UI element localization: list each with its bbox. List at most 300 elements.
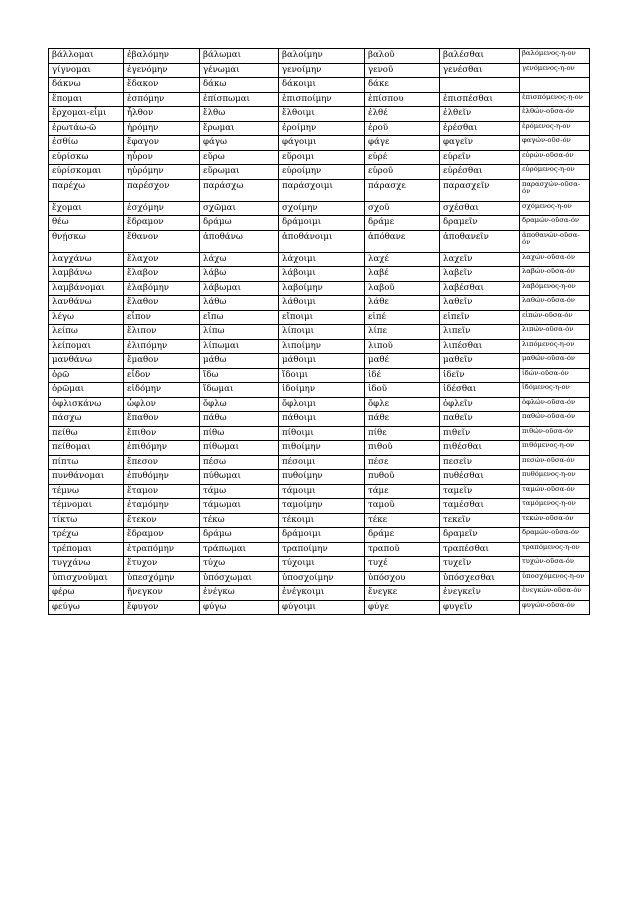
table-cell: ἀποθάνω: [200, 230, 279, 252]
table-cell: ὀφλεῖν: [440, 397, 520, 412]
table-cell: εὑρίσκομαι: [49, 165, 124, 180]
table-row: [49, 230, 590, 252]
table-cell: πιθόμενος-η-ον: [520, 441, 590, 456]
table-cell: ἔφυγον: [124, 600, 200, 615]
table-cell: λίποιμι: [279, 325, 365, 340]
table-row: [49, 78, 590, 93]
table-cell: λάθοιμι: [279, 296, 365, 311]
table-cell: ἐβαλόμην: [124, 49, 200, 64]
table-cell: λιποίμην: [279, 339, 365, 354]
table-cell: σχοίμην: [279, 201, 365, 216]
table-cell: δραμών-οῦσα-όν: [520, 528, 590, 543]
table-row: [49, 325, 590, 340]
table-cell: ἑπισπέσθαι: [440, 92, 520, 107]
table-cell: ταμεῖν: [440, 484, 520, 499]
table-cell: εὑρέσθαι: [440, 165, 520, 180]
table-row: [49, 150, 590, 165]
table-row: [49, 441, 590, 456]
table-row: [49, 542, 590, 557]
table-cell: δράμοιμι: [279, 216, 365, 231]
table-cell: λαβών-οῦσα-όν: [520, 267, 590, 282]
table-cell: πάθοιμι: [279, 412, 365, 427]
table-cell: λάθω: [200, 296, 279, 311]
table-cell: ἐλιπόμην: [124, 339, 200, 354]
table-cell: ἔρχομαι-εἶμι: [49, 107, 124, 122]
table-row: [49, 470, 590, 485]
table-cell: πιθέσθαι: [440, 441, 520, 456]
table-cell: ἴδω: [200, 368, 279, 383]
table-cell: ἐροίμην: [279, 121, 365, 136]
table-cell: ἰδέσθαι: [440, 383, 520, 398]
table-cell: τρέχω: [49, 528, 124, 543]
table-cell: πιθοῦ: [365, 441, 440, 456]
table-cell: λάβωμαι: [200, 281, 279, 296]
table-cell: τράπωμαι: [200, 542, 279, 557]
table-cell: ἔλαβον: [124, 267, 200, 282]
table-cell: λάβω: [200, 267, 279, 282]
table-row: [49, 252, 590, 267]
table-cell: λίπε: [365, 325, 440, 340]
table-cell: ἔδακον: [124, 78, 200, 93]
table-row: [49, 281, 590, 296]
table-cell: εὑρέ: [365, 150, 440, 165]
table-cell: πάσχω: [49, 412, 124, 427]
table-row: [49, 455, 590, 470]
table-cell: λαχών-οῦσα-όν: [520, 252, 590, 267]
table-row: [49, 92, 590, 107]
table-cell: φύγοιμι: [279, 600, 365, 615]
table-cell: γενοίμην: [279, 63, 365, 78]
table-row: [49, 310, 590, 325]
table-cell: ἀποθανεῖν: [440, 230, 520, 252]
table-cell: ταμοῦ: [365, 499, 440, 514]
table-cell: ἔτυχον: [124, 557, 200, 572]
table-cell: τρέπομαι: [49, 542, 124, 557]
table-row: [49, 600, 590, 615]
table-cell: ἀποθανών-οῦσα-όν: [520, 230, 590, 252]
table-cell: φύγε: [365, 600, 440, 615]
table-cell: βαλοῦ: [365, 49, 440, 64]
table-cell: εἶδον: [124, 368, 200, 383]
table-cell: μάθω: [200, 354, 279, 369]
table-cell: λαβόμενος-η-ον: [520, 281, 590, 296]
table-cell: πείθομαι: [49, 441, 124, 456]
table-cell: γενέσθαι: [440, 63, 520, 78]
table-row: [49, 368, 590, 383]
table-cell: βάλωμαι: [200, 49, 279, 64]
table-cell: πάρασχε: [365, 179, 440, 201]
table-cell: εὑροῦ: [365, 165, 440, 180]
table-row: [49, 63, 590, 78]
table-cell: ἔλιπον: [124, 325, 200, 340]
table-cell: λαθεῖν: [440, 296, 520, 311]
table-cell: πάθω: [200, 412, 279, 427]
table-cell: ταμών-οῦσα-όν: [520, 484, 590, 499]
verb-table-body: [49, 49, 590, 615]
table-row: [49, 339, 590, 354]
table-row: [49, 107, 590, 122]
table-cell: πεσών-οῦσα-όν: [520, 455, 590, 470]
table-cell: ἐλαβόμην: [124, 281, 200, 296]
table-cell: σχόμενος-η-ον: [520, 201, 590, 216]
table-row: [49, 426, 590, 441]
table-cell: [520, 78, 590, 93]
table-cell: ἔπαθον: [124, 412, 200, 427]
table-cell: δάκοιμι: [279, 78, 365, 93]
table-cell: λαβέσθαι: [440, 281, 520, 296]
table-cell: δράμω: [200, 216, 279, 231]
table-cell: ηὗρον: [124, 150, 200, 165]
table-row: [49, 383, 590, 398]
table-cell: φάγε: [365, 136, 440, 151]
table-cell: ἐσθίω: [49, 136, 124, 151]
table-cell: λέγω: [49, 310, 124, 325]
table-row: [49, 484, 590, 499]
table-cell: τυχεῖν: [440, 557, 520, 572]
table-cell: ἔλθοιμι: [279, 107, 365, 122]
table-cell: ὑπόσχωμαι: [200, 571, 279, 586]
table-cell: γίγνομαι: [49, 63, 124, 78]
table-cell: σχῶμαι: [200, 201, 279, 216]
table-row: [49, 216, 590, 231]
table-cell: πυθοῦ: [365, 470, 440, 485]
table-cell: δράμε: [365, 528, 440, 543]
table-cell: τυχέ: [365, 557, 440, 572]
table-cell: θνῄσκω: [49, 230, 124, 252]
table-cell: λίπωμαι: [200, 339, 279, 354]
table-cell: ἴδωμαι: [200, 383, 279, 398]
table-cell: λαβοῦ: [365, 281, 440, 296]
table-cell: ἰδοίμην: [279, 383, 365, 398]
table-cell: εὕρωμαι: [200, 165, 279, 180]
table-row: [49, 528, 590, 543]
table-cell: ἐρέσθαι: [440, 121, 520, 136]
table-cell: εὑρόμενος-η-ον: [520, 165, 590, 180]
table-row: [49, 201, 590, 216]
table-cell: τάμε: [365, 484, 440, 499]
table-cell: θέω: [49, 216, 124, 231]
table-cell: ἐγενόμην: [124, 63, 200, 78]
table-cell: τίκτω: [49, 513, 124, 528]
table-cell: ἦλθον: [124, 107, 200, 122]
table-cell: παρασχεῖν: [440, 179, 520, 201]
table-cell: πίθω: [200, 426, 279, 441]
table-cell: φέρω: [49, 586, 124, 601]
table-cell: πέσοιμι: [279, 455, 365, 470]
table-cell: εὕρω: [200, 150, 279, 165]
table-cell: φαγών-οῦσ-όν: [520, 136, 590, 151]
table-cell: ὄφλε: [365, 397, 440, 412]
table-cell: ἐσχόμην: [124, 201, 200, 216]
table-cell: δάκε: [365, 78, 440, 93]
table-cell: ἴδοιμι: [279, 368, 365, 383]
table-cell: λαβέ: [365, 267, 440, 282]
table-cell: φυγών-οῦσα-όν: [520, 600, 590, 615]
table-cell: ἐνέγκω: [200, 586, 279, 601]
table-cell: μάθοιμι: [279, 354, 365, 369]
table-cell: παρέσχον: [124, 179, 200, 201]
table-cell: ὑπισχνοῦμαι: [49, 571, 124, 586]
table-cell: λίπω: [200, 325, 279, 340]
table-cell: πίθοιμι: [279, 426, 365, 441]
table-cell: ἑπισποίμην: [279, 92, 365, 107]
table-cell: λαθών-οῦσα-όν: [520, 296, 590, 311]
table-cell: δράμοιμι: [279, 528, 365, 543]
table-cell: λιποῦ: [365, 339, 440, 354]
table-cell: πέσω: [200, 455, 279, 470]
table-cell: λιπών-οῦσα-όν: [520, 325, 590, 340]
table-cell: φάγω: [200, 136, 279, 151]
table-cell: ἰδοῦ: [365, 383, 440, 398]
table-cell: ἰδών-οῦσα-όν: [520, 368, 590, 383]
table-cell: λαβοίμην: [279, 281, 365, 296]
table-cell: ὀφλών-οῦσα-όν: [520, 397, 590, 412]
table-cell: πίπτω: [49, 455, 124, 470]
table-row: [49, 571, 590, 586]
table-cell: ἐλθών-οῦσα-όν: [520, 107, 590, 122]
table-cell: λαμβάνω: [49, 267, 124, 282]
table-cell: πέσε: [365, 455, 440, 470]
table-cell: πιθεῖν: [440, 426, 520, 441]
table-cell: παρασχών-οῦσα-όν: [520, 179, 590, 201]
table-cell: πυθέσθαι: [440, 470, 520, 485]
table-cell: παθών-οῦσα-όν: [520, 412, 590, 427]
table-cell: λάθε: [365, 296, 440, 311]
table-cell: τάμωμαι: [200, 499, 279, 514]
table-cell: λάβοιμι: [279, 267, 365, 282]
table-cell: εἰπών-οῦσα-όν: [520, 310, 590, 325]
table-cell: ἑπισπόμενος-η-ον: [520, 92, 590, 107]
table-cell: φαγεῖν: [440, 136, 520, 151]
table-cell: παράσχω: [200, 179, 279, 201]
table-cell: πείθω: [49, 426, 124, 441]
table-cell: εὑρών-οῦσα-όν: [520, 150, 590, 165]
table-cell: εἴπω: [200, 310, 279, 325]
table-cell: ἔταμον: [124, 484, 200, 499]
table-cell: ἑπίσπου: [365, 92, 440, 107]
table-cell: ηὑρόμην: [124, 165, 200, 180]
table-cell: ἰδεῖν: [440, 368, 520, 383]
table-cell: παράσχοιμι: [279, 179, 365, 201]
table-cell: ἠρόμην: [124, 121, 200, 136]
table-cell: τραποῦ: [365, 542, 440, 557]
table-cell: ἔχομαι: [49, 201, 124, 216]
table-cell: μαθεῖν: [440, 354, 520, 369]
table-cell: τεκεῖν: [440, 513, 520, 528]
table-cell: δάκω: [200, 78, 279, 93]
table-cell: τέμνω: [49, 484, 124, 499]
table-row: [49, 296, 590, 311]
table-row: [49, 499, 590, 514]
table-cell: μαθών-οῦσα-όν: [520, 354, 590, 369]
table-cell: λείπομαι: [49, 339, 124, 354]
table-cell: ἑπίσπωμαι: [200, 92, 279, 107]
table-cell: εἶπον: [124, 310, 200, 325]
table-cell: λείπω: [49, 325, 124, 340]
table-cell: φάγοιμι: [279, 136, 365, 151]
table-cell: ἔρωμαι: [200, 121, 279, 136]
table-cell: λάχοιμι: [279, 252, 365, 267]
table-cell: εὑρίσκω: [49, 150, 124, 165]
table-cell: λαχέ: [365, 252, 440, 267]
table-cell: δράμω: [200, 528, 279, 543]
table-cell: ὁρῶ: [49, 368, 124, 383]
table-cell: παρέχω: [49, 179, 124, 201]
table-cell: βάλλομαι: [49, 49, 124, 64]
table-cell: δραμεῖν: [440, 216, 520, 231]
table-cell: τεκών-οῦσα-όν: [520, 513, 590, 528]
table-cell: μαθέ: [365, 354, 440, 369]
table-cell: εἰδόμην: [124, 383, 200, 398]
verb-table: [48, 48, 590, 615]
table-cell: ὑπεσχόμην: [124, 571, 200, 586]
table-cell: τάμοιμι: [279, 484, 365, 499]
table-cell: δραμεῖν: [440, 528, 520, 543]
table-row: [49, 397, 590, 412]
table-cell: λιπέσθαι: [440, 339, 520, 354]
table-cell: ταμέσθαι: [440, 499, 520, 514]
table-cell: ἔδραμον: [124, 528, 200, 543]
table-cell: ἤνεγκον: [124, 586, 200, 601]
table-cell: τραπέσθαι: [440, 542, 520, 557]
table-cell: πιθοίμην: [279, 441, 365, 456]
table-cell: τέκε: [365, 513, 440, 528]
table-cell: γενόμενος-η-ον: [520, 63, 590, 78]
table-cell: τυγχάνω: [49, 557, 124, 572]
table-cell: [440, 78, 520, 93]
table-cell: πυθόμενος-η-ον: [520, 470, 590, 485]
table-cell: τραποίμην: [279, 542, 365, 557]
table-row: [49, 179, 590, 201]
table-cell: λαμβάνομαι: [49, 281, 124, 296]
table-cell: τέκω: [200, 513, 279, 528]
table-cell: ἐρωτάω-ῶ: [49, 121, 124, 136]
table-cell: ὁρῶμαι: [49, 383, 124, 398]
table-row: [49, 513, 590, 528]
table-cell: σχοῦ: [365, 201, 440, 216]
table-cell: λανθάνω: [49, 296, 124, 311]
table-cell: ἔνεγκε: [365, 586, 440, 601]
table-cell: λαβεῖν: [440, 267, 520, 282]
table-row: [49, 267, 590, 282]
table-cell: ἰδέ: [365, 368, 440, 383]
table-cell: τυχών-οῦσα-όν: [520, 557, 590, 572]
table-cell: τέκοιμι: [279, 513, 365, 528]
table-cell: ἐταμόμην: [124, 499, 200, 514]
table-cell: φεύγω: [49, 600, 124, 615]
table-cell: ἔλθω: [200, 107, 279, 122]
table-cell: ἔλαχον: [124, 252, 200, 267]
table-cell: ταμόμενος-η-ον: [520, 499, 590, 514]
table-cell: ἔλαθον: [124, 296, 200, 311]
table-cell: λιπεῖν: [440, 325, 520, 340]
table-row: [49, 354, 590, 369]
table-cell: ἐνέγκοιμι: [279, 586, 365, 601]
table-cell: βαλέσθαι: [440, 49, 520, 64]
table-cell: ἐλθεῖν: [440, 107, 520, 122]
table-cell: τραπόμενος-η-ον: [520, 542, 590, 557]
table-cell: ἐλθέ: [365, 107, 440, 122]
table-row: [49, 136, 590, 151]
table-cell: ὄφλοιμι: [279, 397, 365, 412]
table-row: [49, 557, 590, 572]
table-cell: ἀποθάνοιμι: [279, 230, 365, 252]
table-cell: παθεῖν: [440, 412, 520, 427]
table-cell: ἑσπόμην: [124, 92, 200, 107]
table-cell: τύχοιμι: [279, 557, 365, 572]
table-cell: λαχεῖν: [440, 252, 520, 267]
table-cell: ἐτραπόμην: [124, 542, 200, 557]
table-row: [49, 121, 590, 136]
table-cell: πύθωμαι: [200, 470, 279, 485]
table-cell: εὑροίμην: [279, 165, 365, 180]
table-cell: ἔδραμον: [124, 216, 200, 231]
table-cell: σχέσθαι: [440, 201, 520, 216]
table-cell: πάθε: [365, 412, 440, 427]
table-cell: ἐπιθόμην: [124, 441, 200, 456]
table-cell: γένωμαι: [200, 63, 279, 78]
table-cell: ἐνεγκεῖν: [440, 586, 520, 601]
table-cell: ἐρόμενος-η-ον: [520, 121, 590, 136]
table-cell: ὦφλον: [124, 397, 200, 412]
table-cell: ἐροῦ: [365, 121, 440, 136]
table-cell: εἴποιμι: [279, 310, 365, 325]
table-cell: ταμοίμην: [279, 499, 365, 514]
table-cell: ἔπιθον: [124, 426, 200, 441]
table-cell: ἔπεσον: [124, 455, 200, 470]
table-cell: φυγεῖν: [440, 600, 520, 615]
table-cell: ἔτεκον: [124, 513, 200, 528]
table-cell: πιθών-οῦσα-όν: [520, 426, 590, 441]
table-cell: δράμε: [365, 216, 440, 231]
table-cell: ἔφαγον: [124, 136, 200, 151]
table-cell: πυθοίμην: [279, 470, 365, 485]
table-cell: λαγχάνω: [49, 252, 124, 267]
table-cell: δάκνω: [49, 78, 124, 93]
table-cell: ὑπόσχεσθαι: [440, 571, 520, 586]
table-cell: ἕπομαι: [49, 92, 124, 107]
table-cell: ἐπυθόμην: [124, 470, 200, 485]
table-row: [49, 165, 590, 180]
table-cell: εἰπεῖν: [440, 310, 520, 325]
table-cell: ὑπόσχου: [365, 571, 440, 586]
table-cell: ἔθανον: [124, 230, 200, 252]
table-cell: τέμνομαι: [49, 499, 124, 514]
table-cell: εὑρεῖν: [440, 150, 520, 165]
table-cell: ὑποσχόμενος-η-ον: [520, 571, 590, 586]
table-cell: ἔμαθον: [124, 354, 200, 369]
table-cell: φύγω: [200, 600, 279, 615]
table-cell: πεσεῖν: [440, 455, 520, 470]
table-cell: βαλοίμην: [279, 49, 365, 64]
table-cell: ὑποσχοίμην: [279, 571, 365, 586]
table-cell: ἀπόθανε: [365, 230, 440, 252]
table-cell: ἐνεγκών-οῦσα-όν: [520, 586, 590, 601]
table-row: [49, 49, 590, 64]
table-cell: εἰπέ: [365, 310, 440, 325]
table-cell: πυνθάνομαι: [49, 470, 124, 485]
table-cell: λιπόμενος-η-ον: [520, 339, 590, 354]
table-cell: τύχω: [200, 557, 279, 572]
table-cell: λάχω: [200, 252, 279, 267]
table-cell: γενοῦ: [365, 63, 440, 78]
table-cell: εὕροιμι: [279, 150, 365, 165]
table-cell: ὄφλω: [200, 397, 279, 412]
table-row: [49, 586, 590, 601]
table-cell: μανθάνω: [49, 354, 124, 369]
table-cell: ἰδόμενος-η-ον: [520, 383, 590, 398]
table-cell: πίθωμαι: [200, 441, 279, 456]
